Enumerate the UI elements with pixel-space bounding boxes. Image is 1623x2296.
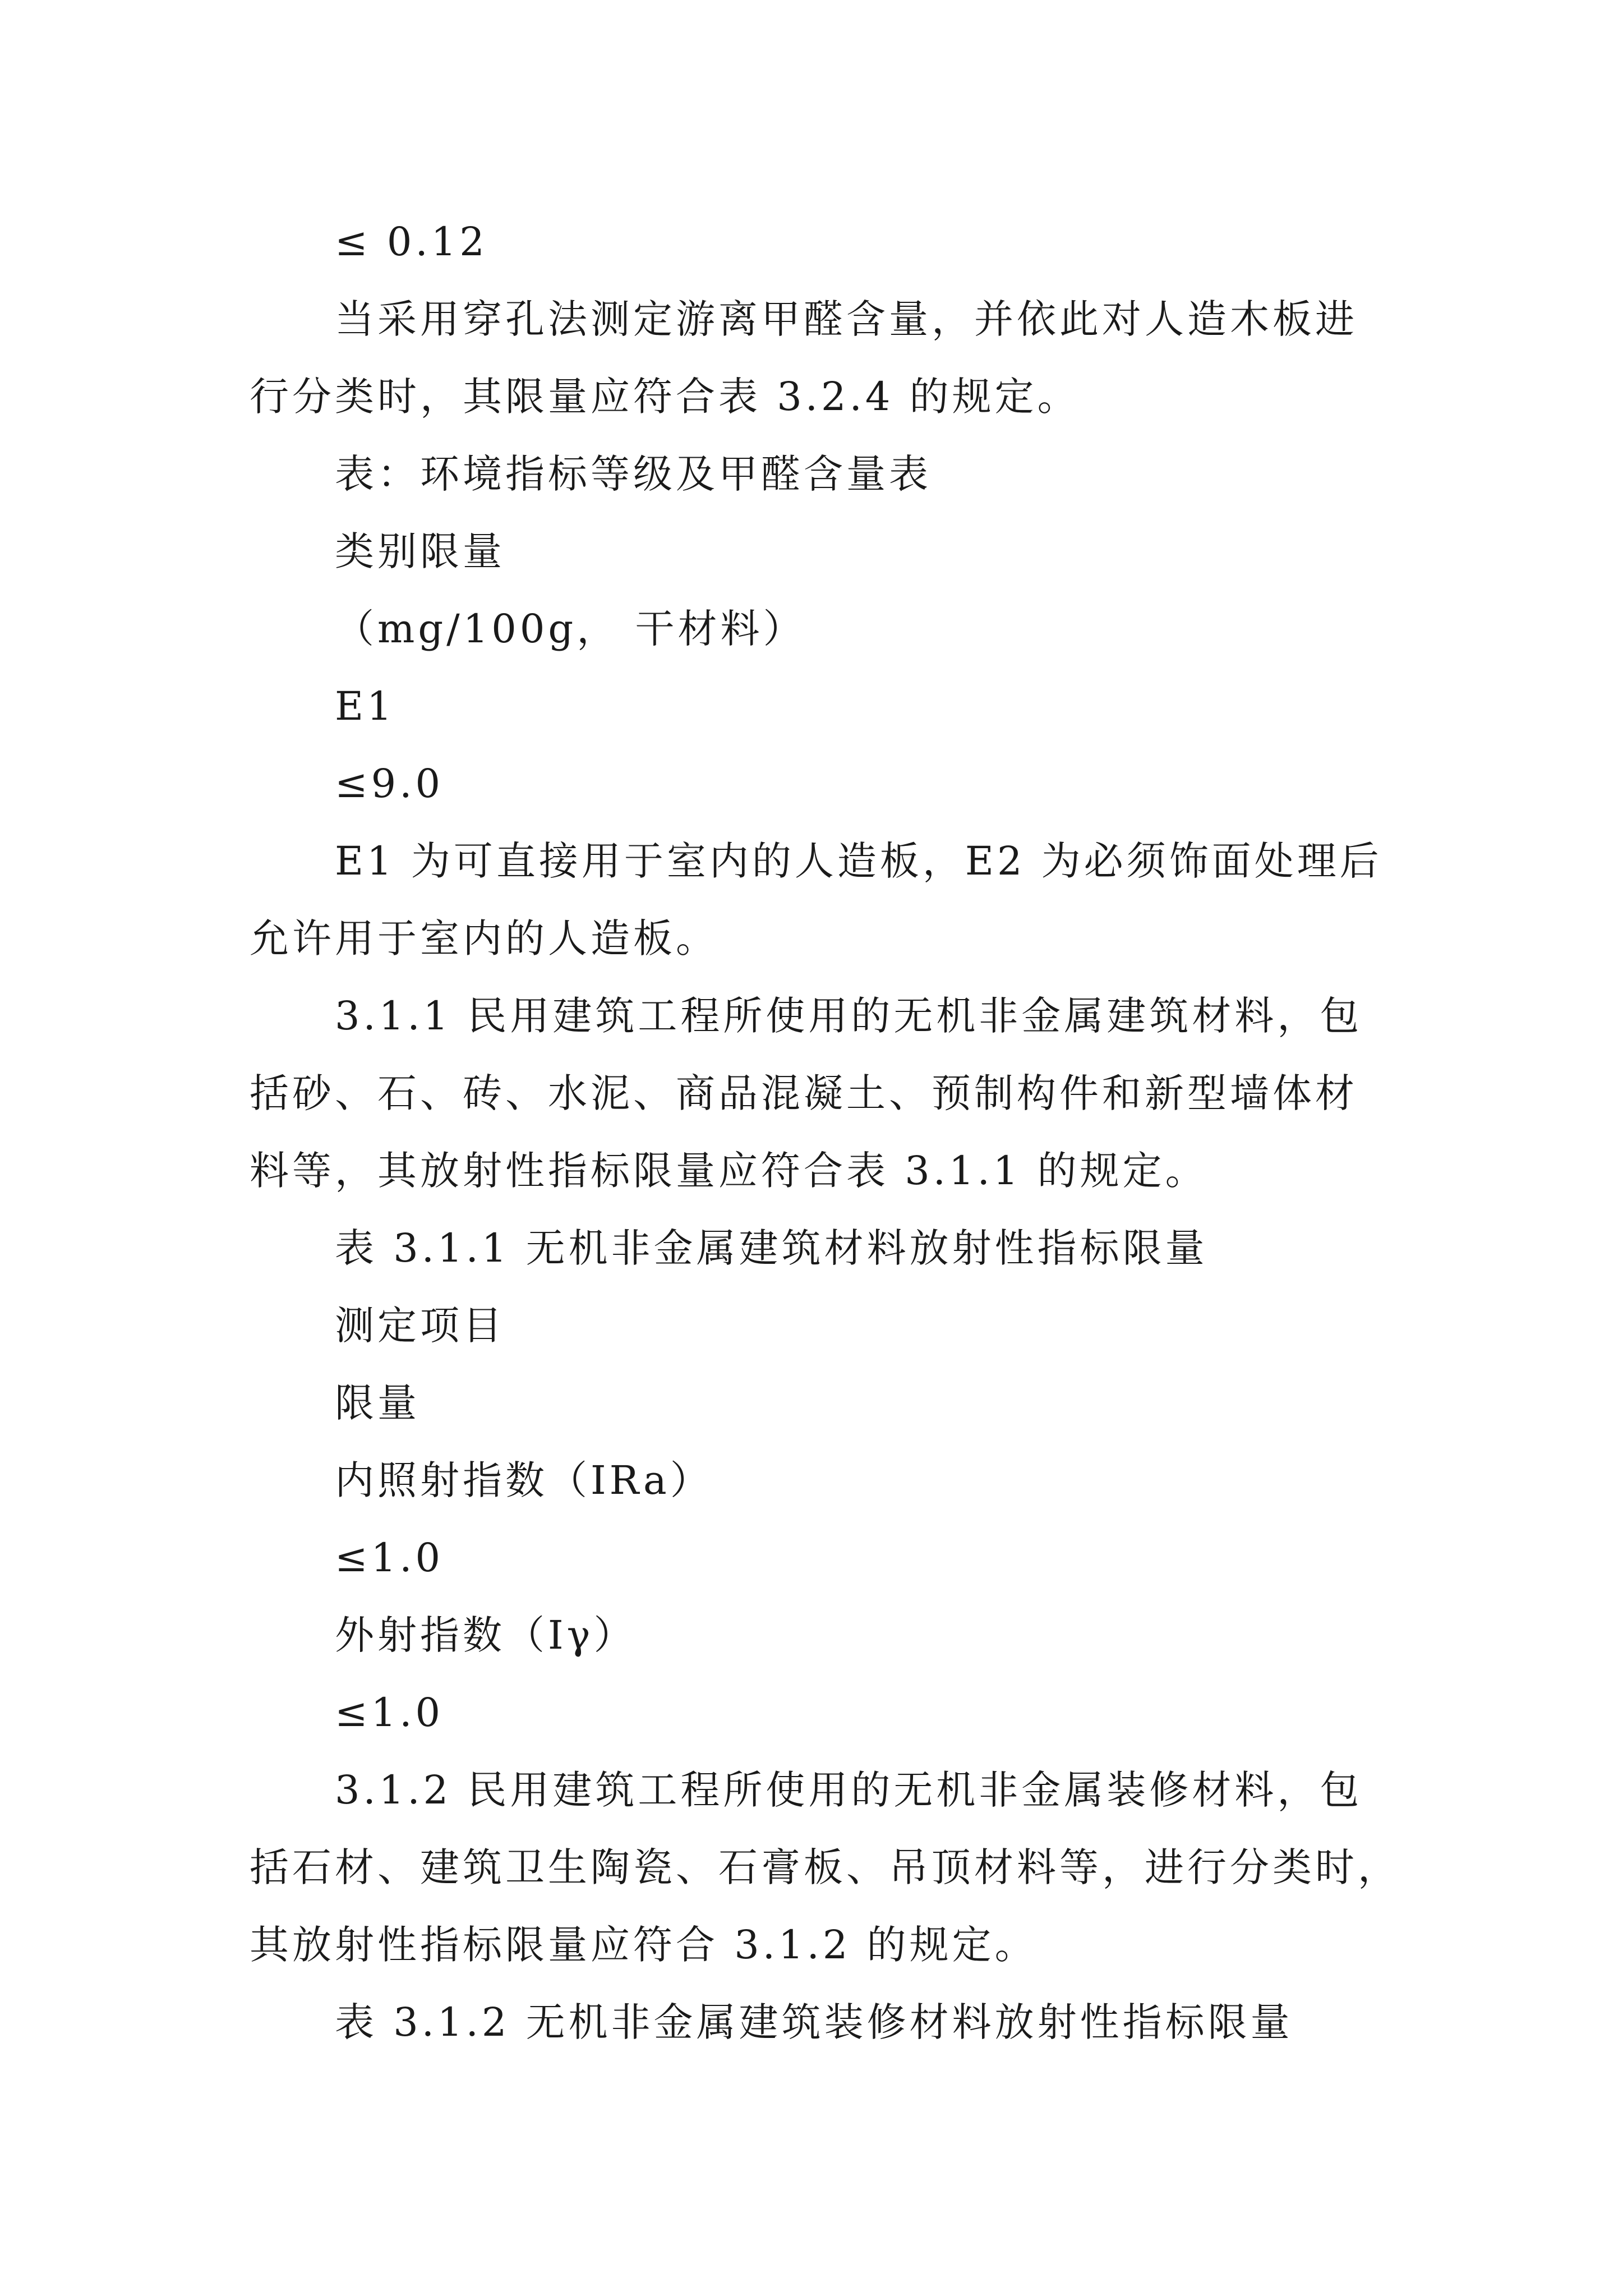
- text-line: 外射指数（Iγ）: [335, 1612, 637, 1658]
- text-line: 括砂、石、砖、水泥、商品混凝土、预制构件和新型墙体材: [250, 1070, 1358, 1116]
- text-line: 测定项目: [335, 1303, 505, 1349]
- document-body: [250, 203, 1400, 2061]
- text-line: 3.1.2 民用建筑工程所使用的无机非金属装修材料，包: [335, 1767, 1363, 1813]
- text-line: 行分类时，其限量应符合表 3.2.4 的规定。: [250, 374, 1080, 420]
- text-line: 3.1.1 民用建筑工程所使用的无机非金属建筑材料，包: [335, 993, 1363, 1039]
- table-caption: 表 3.1.1 无机非金属建筑材料放射性指标限量: [335, 1225, 1208, 1271]
- text-line: 括石材、建筑卫生陶瓷、石膏板、吊顶材料等，进行分类时，: [250, 1844, 1400, 1890]
- text-line: 内照射指数（IRa）: [335, 1457, 713, 1503]
- text-line: ≤9.0: [335, 761, 444, 807]
- text-line: E1: [335, 683, 395, 729]
- text-line: ≤1.0: [335, 1690, 444, 1736]
- table-caption: 表：环境指标等级及甲醛含量表: [335, 451, 932, 497]
- text-line: （mg/100g， 干材料）: [335, 606, 806, 652]
- text-line: ≤1.0: [335, 1535, 444, 1581]
- text-line: 料等，其放射性指标限量应符合表 3.1.1 的规定。: [250, 1148, 1208, 1194]
- text-line: 类别限量: [335, 528, 505, 574]
- text-line: 限量: [335, 1380, 420, 1426]
- text-line: 允许用于室内的人造板。: [250, 915, 718, 961]
- text-line: 其放射性指标限量应符合 3.1.2 的规定。: [250, 1922, 1038, 1968]
- table-caption: 表 3.1.2 无机非金属建筑装修材料放射性指标限量: [335, 1999, 1293, 2045]
- text-line: 当采用穿孔法测定游离甲醛含量，并依此对人造木板进: [335, 296, 1358, 342]
- text-line: E1 为可直接用于室内的人造板，E2 为必须饰面处理后: [335, 838, 1382, 884]
- text-line: ≤ 0.12: [335, 219, 488, 265]
